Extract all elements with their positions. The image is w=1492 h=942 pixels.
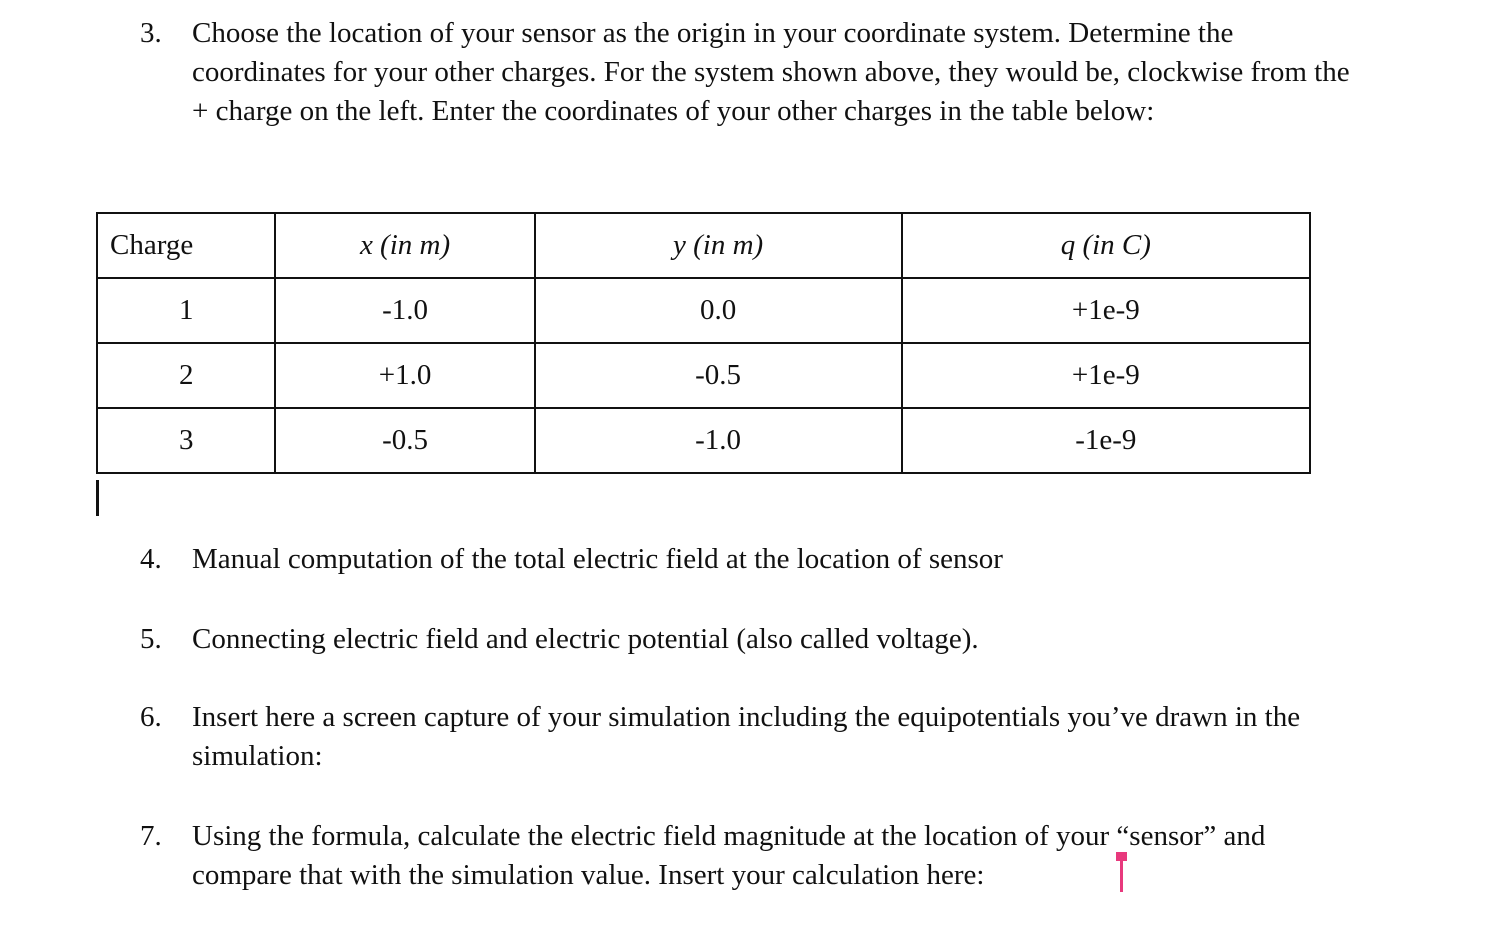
table-cell-y[interactable]: 0.0 bbox=[535, 278, 902, 343]
table-header-charge[interactable]: Charge bbox=[97, 213, 275, 278]
table-cell-x[interactable]: -1.0 bbox=[275, 278, 534, 343]
text-caret-icon bbox=[1120, 852, 1123, 892]
list-text[interactable]: Insert here a screen capture of your simulation including the equipotentials you’ve drawn in the simulation: bbox=[192, 701, 1301, 772]
table-header-x[interactable]: x (in m) bbox=[275, 213, 534, 278]
list-text[interactable]: Using the formula, calculate the electric field magnitude at the location of your “sensor” and compare that with the simulation value. Insert your calculation here: bbox=[192, 820, 1266, 891]
list-text[interactable]: Choose the location of your sensor as the origin in your coordinate system. Determine the coordinates for your other charges. For the system shown above, they would be, clockwise from the + charge on the left. Enter the coordinates of your other charges in the table below: bbox=[192, 17, 1350, 127]
list-number: 3. bbox=[140, 17, 162, 49]
table-header-row bbox=[97, 213, 1310, 278]
table-header-y[interactable]: y (in m) bbox=[535, 213, 902, 278]
table-header-q[interactable]: q (in C) bbox=[902, 213, 1310, 278]
table-cell-charge[interactable]: 3 bbox=[97, 408, 275, 473]
list-text[interactable]: Manual computation of the total electric field at the location of sensor bbox=[192, 543, 1003, 575]
table-cell-q[interactable]: -1e-9 bbox=[902, 408, 1310, 473]
list-text[interactable]: Connecting electric field and electric potential (also called voltage). bbox=[192, 623, 979, 655]
list-number: 5. bbox=[140, 623, 162, 655]
table-row bbox=[97, 408, 1310, 473]
table-resize-handle[interactable] bbox=[96, 480, 99, 516]
table-cell-y[interactable]: -1.0 bbox=[535, 408, 902, 473]
table-cell-x[interactable]: -0.5 bbox=[275, 408, 534, 473]
charges-table bbox=[96, 212, 1311, 474]
table-cell-q[interactable]: +1e-9 bbox=[902, 343, 1310, 408]
table-cell-x[interactable]: +1.0 bbox=[275, 343, 534, 408]
table-row bbox=[97, 278, 1310, 343]
list-number: 7. bbox=[140, 820, 162, 852]
list-number: 4. bbox=[140, 543, 162, 575]
table-cell-q[interactable]: +1e-9 bbox=[902, 278, 1310, 343]
table-cell-y[interactable]: -0.5 bbox=[535, 343, 902, 408]
table-row bbox=[97, 343, 1310, 408]
table-cell-charge[interactable]: 1 bbox=[97, 278, 275, 343]
list-number: 6. bbox=[140, 701, 162, 733]
table-cell-charge[interactable]: 2 bbox=[97, 343, 275, 408]
